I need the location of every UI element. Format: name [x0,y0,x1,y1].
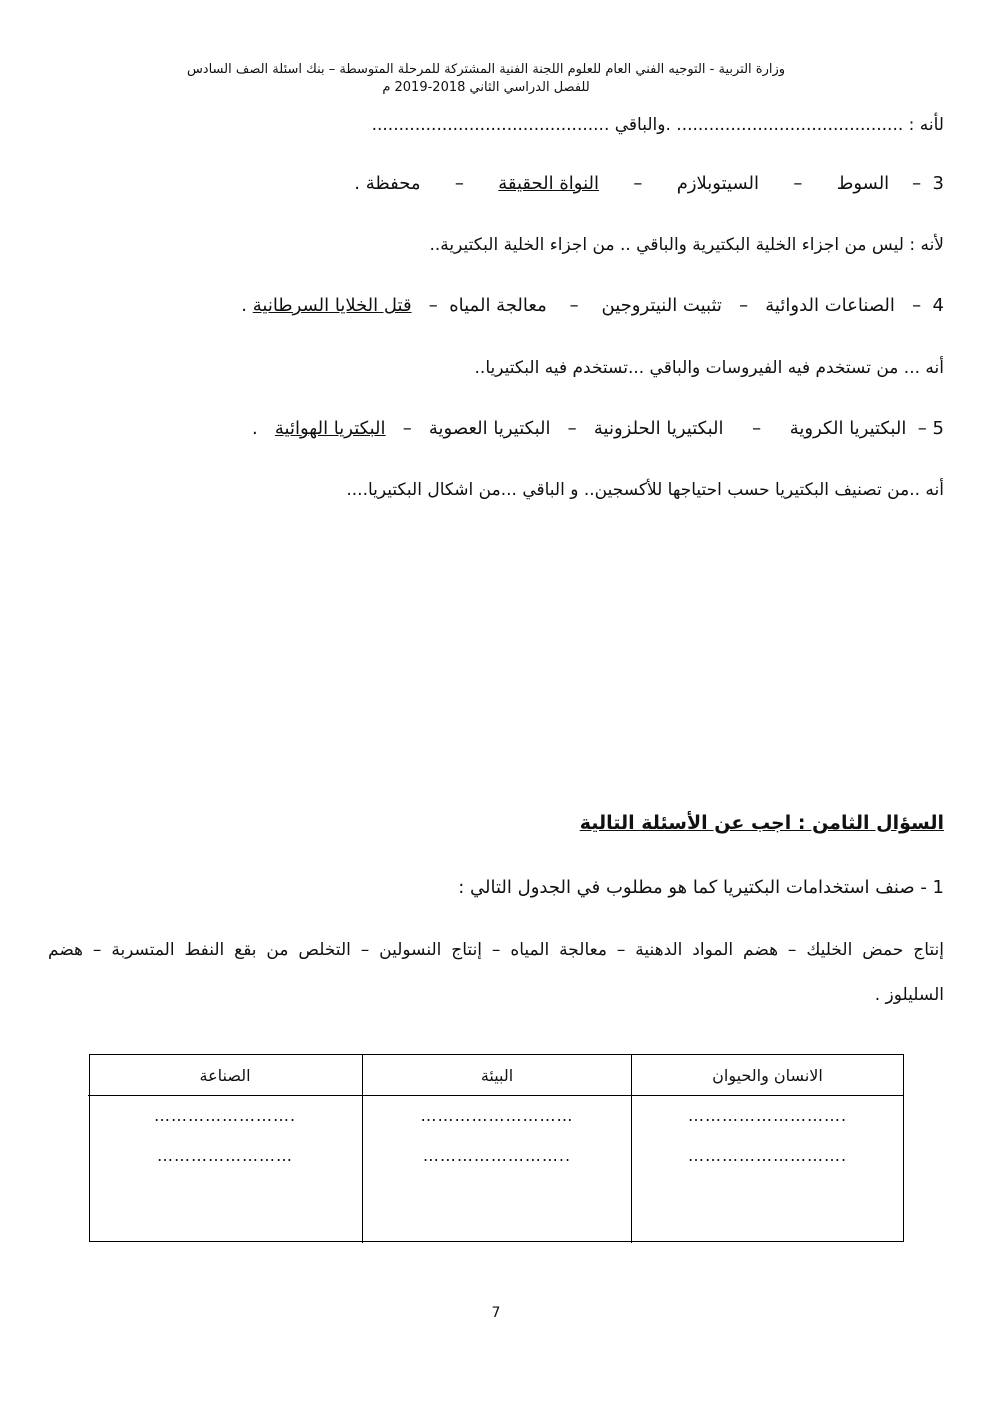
q4-option-2: تثبيت النيتروجين [601,295,722,316]
answer-blank: …………………… [157,1146,293,1165]
answer-blank: ………………………. [687,1146,848,1165]
q3-option-4: محفظة [365,173,421,194]
page-number: 7 [491,1305,501,1321]
classification-table [89,1054,904,1242]
question-3-reason: لأنه : ليس من اجزاء الخلية البكتيرية والباقي .. من اجزاء الخلية البكتيرية.. [429,235,944,255]
table-header-industry: الصناعة [199,1065,251,1085]
q5-number: 5 [932,418,944,439]
question-5-reason: أنه ..من تصنيف البكتيريا حسب احتياجها للأكسجين.. و الباقي ...من اشكال البكتيريا.... [346,480,944,500]
q3-end: . [354,173,361,194]
q4-end: . [241,295,247,316]
section-8-options-line-2: السليلوز . [874,985,944,1005]
section-8-title: السؤال الثامن : اجب عن الأسئلة التالية [579,812,944,834]
table-cell-humans-animals[interactable] [631,1095,903,1243]
q3-number: 3 [932,173,944,194]
question-4-reason: أنه ... من تستخدم فيه الفيروسات والباقي ...تستخدم فيه البكتيريا.. [474,358,944,378]
q3-option-2: السيتوبلازم [676,173,759,194]
header-line-1: وزارة التربية - التوجيه الفني العام للعلوم اللجنة الفنية المشتركة للمرحلة المتوسطة – بنك اسئلة الصف السادس [186,62,786,77]
answer-blank: ………………………. [687,1106,848,1125]
q3-option-3-answer: النواة الحقيقة [498,173,600,194]
q5-option-4-answer: البكتريا الهوائية [274,418,386,439]
header-line-2: للفصل الدراسي الثاني 2018-2019 م [382,80,590,95]
q5-option-1: البكتيريا الكروية [789,418,907,439]
q3-option-1: السوط [836,173,890,194]
q4-option-1: الصناعات الدوائية [765,295,895,316]
question-4-options: 4 – الصناعات الدوائية – تثبيت النيتروجين – معالجة المياه – قتل الخلايا السرطانية . [241,295,944,316]
answer-blank: …………………….. [422,1146,572,1165]
table-cell-industry[interactable] [88,1095,362,1243]
table-header-environment: البيئة [362,1055,631,1095]
q4-number: 4 [932,295,944,316]
q5-option-2: البكتيريا الحلزونية [593,418,724,439]
section-8-options-line-1: إنتاج حمض الخليك – هضم المواد الدهنية – معالجة المياه – إنتاج النسولين – التخلص من بقع النفط المتسربة – هضم [48,940,944,960]
q4-option-3: معالجة المياه [449,295,547,316]
question-5-options: 5 – البكتيريا الكروية – البكتيريا الحلزونية – البكتيريا العصوية – البكتريا الهوائية . [251,418,944,439]
q5-option-3: البكتيريا العصوية [428,418,551,439]
q5-end: . [251,418,258,439]
q4-option-4-answer: قتل الخلايا السرطانية [252,295,412,316]
reason-blank-line: لأنه : .......................................... .والباقي ............................................ [371,115,944,135]
table-header-humans-animals: الانسان والحيوان [631,1055,903,1095]
answer-blank: ……………………… [420,1106,574,1125]
question-3-options: 3 – السوط – السيتوبلازم – النواة الحقيقة – محفظة . [354,173,944,194]
table-cell-environment[interactable] [362,1095,631,1243]
section-8-question-1: 1 - صنف استخدامات البكتيريا كما هو مطلوب في الجدول التالي : [458,877,944,898]
answer-blank: ……………………. [153,1106,297,1125]
